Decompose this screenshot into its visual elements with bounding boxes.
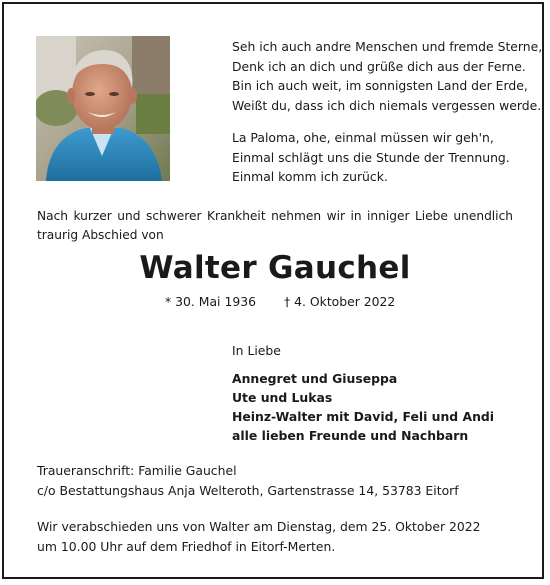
service-line: Wir verabschieden uns von Walter am Dienstag, dem 25. Oktober 2022 — [37, 519, 481, 534]
funeral-service-info — [37, 517, 517, 557]
intro-text: Nach kurzer und schwerer Krankheit nehmen wir in inniger Liebe unendlich traurig Abschied von — [37, 209, 513, 242]
mourner-line: Heinz-Walter mit David, Feli und Andi — [232, 409, 495, 424]
mourner-line: Annegret und Giuseppa — [232, 371, 398, 386]
poem-line: Seh ich auch andre Menschen und fremde Sterne, — [232, 39, 543, 54]
poem-stanza-1 — [232, 37, 543, 115]
address-line: c/o Bestattungshaus Anja Welteroth, Gartenstrasse 14, 53783 Eitorf — [37, 483, 459, 498]
portrait-photo — [36, 36, 170, 181]
mourning-address — [37, 461, 517, 501]
poem-line: La Paloma, ohe, einmal müssen wir geh'n, — [232, 130, 494, 145]
birth-date: * 30. Mai 1936 — [165, 294, 256, 309]
mourners — [232, 341, 522, 445]
poem-line: Bin ich auch weit, im sonnigsten Land der Erde, — [232, 78, 528, 93]
mourner-line: Ute und Lukas — [232, 390, 333, 405]
poem-line: Weißt du, dass ich dich niemals vergessen werde. — [232, 97, 542, 113]
service-line: um 10.00 Uhr auf dem Friedhof in Eitorf-Merten. — [37, 539, 336, 554]
poem-line: Einmal schlägt uns die Stunde der Trennung. — [232, 149, 510, 165]
poem-stanza-2 — [232, 128, 532, 187]
poem-line: Einmal komm ich zurück. — [232, 169, 388, 184]
address-line: Traueranschrift: Familie Gauchel — [37, 463, 237, 478]
poem — [232, 37, 543, 187]
mourner-line: alle lieben Freunde und Nachbarn — [232, 428, 469, 443]
portrait-photo-icon — [36, 36, 170, 181]
deceased-name: Walter Gauchel — [139, 250, 411, 286]
mourners-lead: In Liebe — [232, 343, 281, 358]
death-date: † 4. Oktober 2022 — [284, 294, 396, 309]
poem-line: Denk ich an dich und grüße dich aus der Ferne. — [232, 58, 526, 74]
